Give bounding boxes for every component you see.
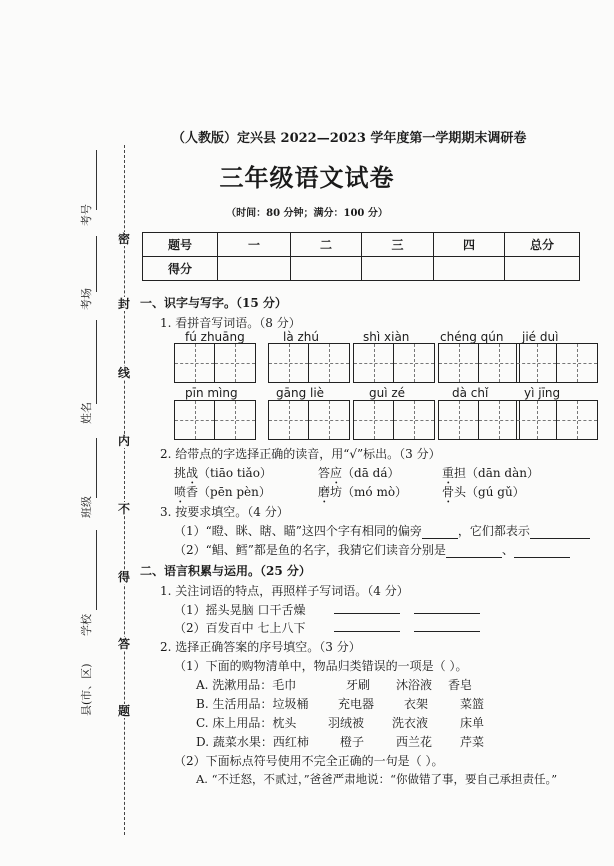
option-item: 西兰花 xyxy=(396,735,433,749)
writing-grid[interactable] xyxy=(353,400,435,440)
option-item: 沐浴液 xyxy=(396,678,433,692)
score-table-row xyxy=(143,257,580,281)
reading-dotted-char: 喷 xyxy=(174,485,187,499)
answer-blank[interactable] xyxy=(334,619,400,632)
option-item: 充电器 xyxy=(338,697,375,711)
score-cell[interactable] xyxy=(291,257,362,281)
pinyin-label: dà chǐ xyxy=(452,386,489,400)
field-class-line xyxy=(96,438,97,498)
answer-blank[interactable] xyxy=(422,526,458,539)
reading-char: 担 xyxy=(454,466,467,480)
q2-2-label: 2. 选择正确答案的序号填空。（3 分） xyxy=(160,640,361,654)
q2-2-sub2-option-a: A. “不迁怒，不贰过，”爸爸严肃地说：“你做错了事，要自己承担责任。” xyxy=(196,772,558,786)
answer-blank[interactable] xyxy=(414,601,480,614)
writing-grid[interactable] xyxy=(268,343,350,383)
score-cell[interactable] xyxy=(505,257,580,281)
option-item: 牙刷 xyxy=(346,678,371,692)
score-row-label: 得分 xyxy=(143,257,218,281)
pinyin-label: shì xiàn xyxy=(363,330,410,344)
field-exam-room-line xyxy=(96,236,97,292)
option-a-label: A. 洗漱用品：毛巾 xyxy=(196,678,297,692)
exam-time-score: （时间：80 分钟；满分：100 分） xyxy=(226,208,388,219)
reading-options[interactable]: （tiāo tiǎo） xyxy=(198,466,272,480)
reading-dotted-char: 磨 xyxy=(318,485,331,499)
binding-char: 得 xyxy=(118,570,131,584)
score-cell[interactable] xyxy=(434,257,505,281)
option-c-label: C. 床上用品：枕头 xyxy=(196,716,297,730)
answer-blank[interactable] xyxy=(514,545,570,558)
reading-char: 答 xyxy=(318,466,331,480)
writing-grid[interactable] xyxy=(174,400,256,440)
pinyin-label: yì jīng xyxy=(524,386,561,400)
score-header-cell: 题号 xyxy=(143,233,218,257)
q2-1-example-1-text: （1）摇头晃脑 口干舌燥 xyxy=(174,603,306,617)
writing-grid[interactable] xyxy=(268,400,350,440)
answer-blank[interactable] xyxy=(530,526,590,539)
option-item: 橙子 xyxy=(340,735,365,749)
q1-3-label: 3. 按要求填空。（4 分） xyxy=(160,505,289,519)
reading-item xyxy=(318,483,407,506)
answer-blank[interactable] xyxy=(446,545,502,558)
reading-options[interactable]: （mó mò） xyxy=(342,485,408,499)
option-item: 洗衣液 xyxy=(392,716,429,730)
binding-char: 内 xyxy=(118,434,131,448)
reading-char: 头 xyxy=(454,485,467,499)
option-d-label: D. 蔬菜水果：西红柿 xyxy=(196,735,309,749)
reading-dotted-char: 应 xyxy=(330,466,343,480)
binding-char: 密 xyxy=(118,232,131,246)
writing-grid[interactable] xyxy=(353,343,435,383)
reading-char: 挑 xyxy=(174,466,187,480)
reading-dotted-char: 重 xyxy=(442,466,455,480)
q2-2-sub1: （1）下面的购物清单中，物品归类错误的一项是（ ）。 xyxy=(174,659,468,673)
answer-blank[interactable] xyxy=(414,619,480,632)
q2-2-sub2: （2）下面标点符号使用不完全正确的一句是（ ）。 xyxy=(174,754,444,768)
writing-grid[interactable] xyxy=(438,400,520,440)
score-header-cell: 总分 xyxy=(505,233,580,257)
answer-blank[interactable] xyxy=(334,601,400,614)
score-header-cell: 四 xyxy=(434,233,505,257)
writing-grid[interactable] xyxy=(516,400,598,440)
q2-1-example-2-text: （2）百发百中 七上八下 xyxy=(174,621,306,635)
reading-char: 坊 xyxy=(330,485,343,499)
pinyin-label: là zhú xyxy=(283,330,320,344)
reading-dotted-char: 战 xyxy=(186,466,199,480)
field-name: 姓名 xyxy=(80,402,93,424)
q2-1-example-2 xyxy=(174,619,305,636)
pinyin-label: guì zé xyxy=(369,386,406,400)
field-class: 班级 xyxy=(80,496,93,518)
q2-1-example-1 xyxy=(174,601,305,618)
writing-grid[interactable] xyxy=(174,343,256,383)
score-header-cell: 一 xyxy=(218,233,291,257)
binding-char: 线 xyxy=(118,366,131,380)
q1-3-line1-text-b: ，它们都表示 xyxy=(457,524,530,538)
reading-item xyxy=(442,483,525,506)
binding-char: 答 xyxy=(118,637,131,651)
score-table-header-row xyxy=(143,233,580,257)
field-school-line xyxy=(96,530,97,610)
field-exam-number: 考号 xyxy=(80,204,93,226)
option-b-label: B. 生活用品：垃圾桶 xyxy=(196,697,309,711)
writing-grid[interactable] xyxy=(516,343,598,383)
q1-3-line1 xyxy=(174,522,590,539)
pinyin-label: fú zhuāng xyxy=(185,330,245,344)
page-title: 三年级语文试卷 xyxy=(219,163,395,192)
binding-dashed-line xyxy=(124,145,125,835)
option-item: 香皂 xyxy=(448,678,473,692)
score-header-cell: 二 xyxy=(291,233,362,257)
q1-2-label: 2. 给带点的字选择正确的读音，用“√”标出。（3 分） xyxy=(160,447,441,461)
binding-char: 不 xyxy=(118,502,131,516)
section-1-title: 一、识字与写字。（15 分） xyxy=(140,296,287,310)
exam-header-line: （人教版）定兴县 2022—2023 学年度第一学期期末调研卷 xyxy=(172,131,527,146)
option-item: 羽绒被 xyxy=(328,716,365,730)
score-cell[interactable] xyxy=(218,257,291,281)
reading-options[interactable]: （dān dàn） xyxy=(466,466,539,480)
pinyin-label: jié duì xyxy=(522,330,559,344)
option-item: 菜篮 xyxy=(460,697,485,711)
reading-dotted-char: 骨 xyxy=(442,485,455,499)
pinyin-label: gāng liè xyxy=(276,386,325,400)
field-name-line xyxy=(96,320,97,404)
writing-grid[interactable] xyxy=(438,343,520,383)
option-item: 衣架 xyxy=(404,697,429,711)
score-table xyxy=(142,232,580,281)
reading-options[interactable]: （pēn pèn） xyxy=(198,485,271,499)
pinyin-label: pīn mìng xyxy=(185,386,238,400)
q1-3-sep: 、 xyxy=(501,543,514,557)
section-2-title: 二、语言积累与运用。（25 分） xyxy=(140,564,311,578)
field-county: 县(市、区) xyxy=(80,663,93,716)
field-exam-room: 考场 xyxy=(80,288,93,310)
q2-1-label: 1. 关注词语的特点，再照样子写词语。（4 分） xyxy=(160,584,409,598)
option-item: 芹菜 xyxy=(460,735,485,749)
reading-char: 香 xyxy=(186,485,199,499)
reading-options[interactable]: （gú gǔ） xyxy=(466,485,525,499)
q1-3-line2 xyxy=(174,541,570,558)
score-header-cell: 三 xyxy=(362,233,434,257)
binding-char: 题 xyxy=(118,704,131,718)
score-cell[interactable] xyxy=(362,257,434,281)
field-school: 学校 xyxy=(80,614,93,636)
q1-3-line2-text: （2）“鲳、鳕”都是鱼的名字，我猜它们读音分别是 xyxy=(174,543,446,557)
pinyin-label: chéng qún xyxy=(440,330,504,344)
option-item: 床单 xyxy=(460,716,485,730)
q1-1-label: 1. 看拼音写词语。（8 分） xyxy=(160,316,301,330)
binding-char: 封 xyxy=(118,297,131,311)
q1-3-line1-text-a: （1）“瞪、眯、瞎、瞄”这四个字有相同的偏旁 xyxy=(174,524,422,538)
reading-options[interactable]: （dā dá） xyxy=(342,466,400,480)
